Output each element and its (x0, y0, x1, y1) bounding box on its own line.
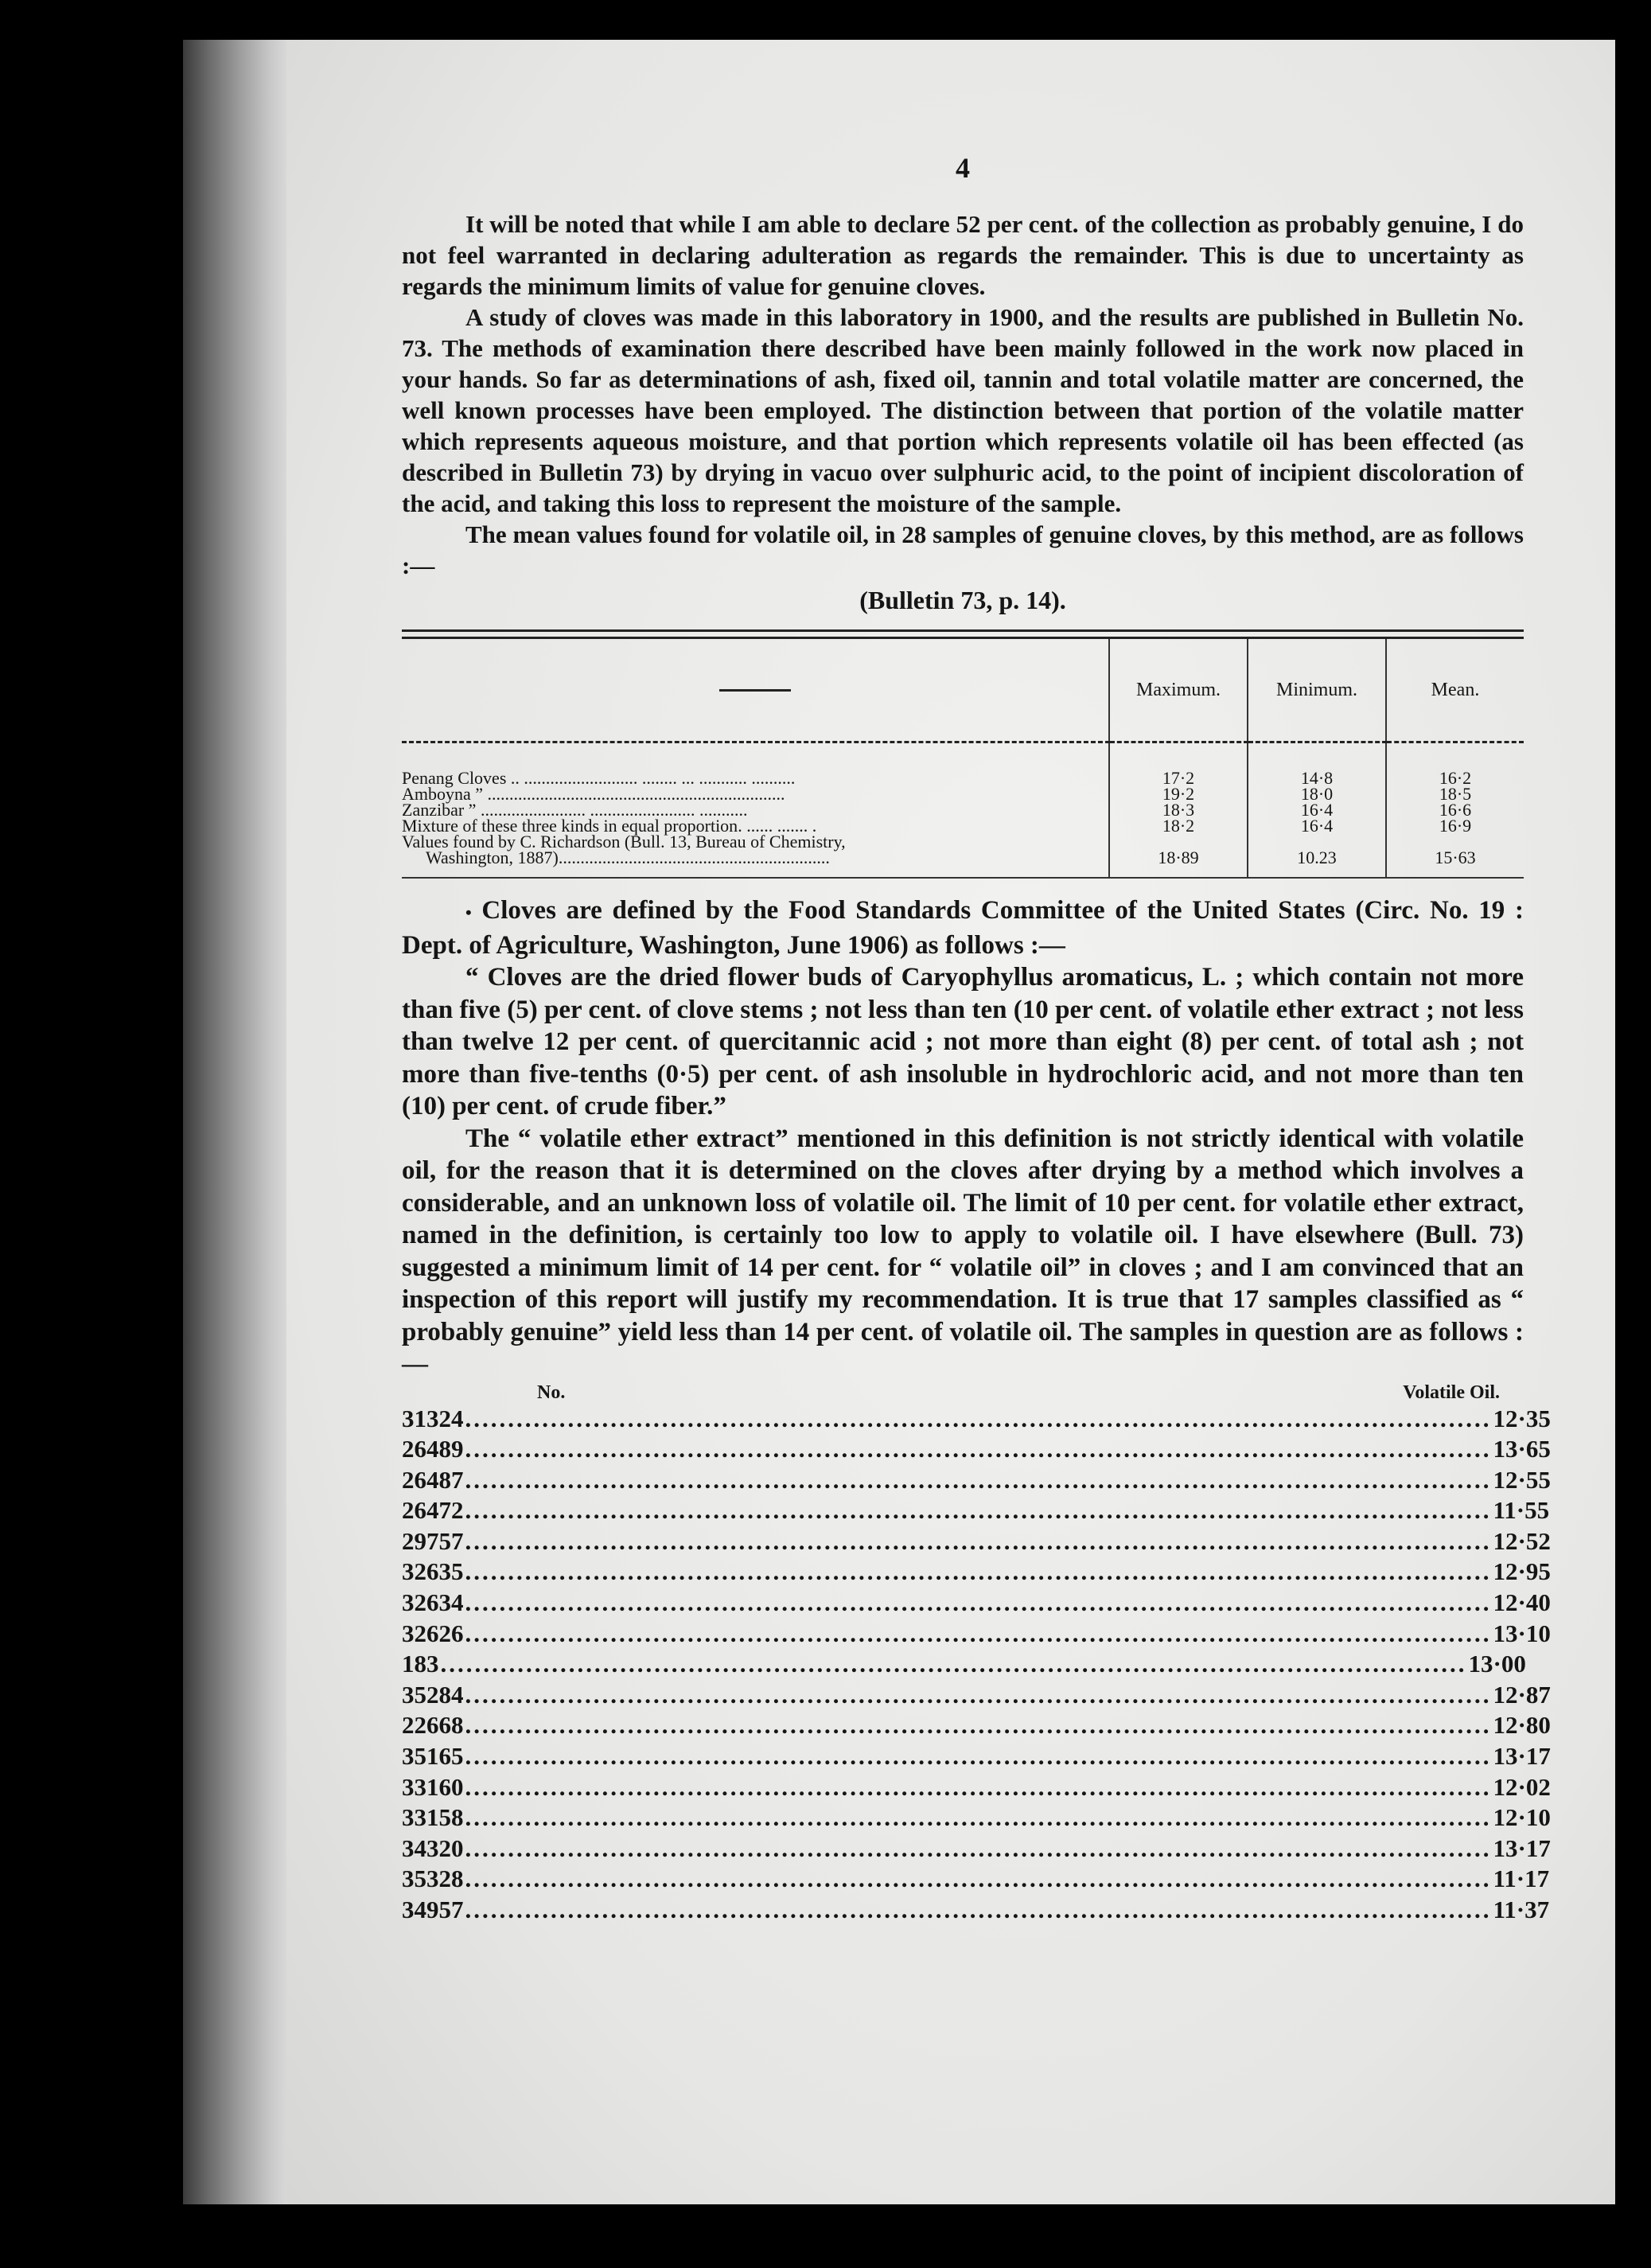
row-max: 17·2 (1109, 770, 1248, 786)
sample-number: 32634 (402, 1588, 464, 1617)
sample-number: 33158 (402, 1803, 464, 1832)
sample-row (402, 1619, 1551, 1650)
row-max: 18·3 (1109, 802, 1248, 818)
dot-leader: ........................................................................................................................ (440, 1650, 1467, 1678)
sample-row (402, 1741, 1551, 1772)
sample-list-header-value: Volatile Oil. (1403, 1381, 1500, 1403)
sample-number: 34957 (402, 1896, 464, 1923)
sample-list-header-no: No. (537, 1381, 566, 1403)
volatile-oil-value: 13·10 (1493, 1619, 1551, 1647)
dot-leader: ........................................................................................................................ (465, 1496, 1492, 1525)
row-mean: 16·2 (1386, 770, 1524, 786)
sample-number: 29757 (402, 1526, 464, 1555)
row-mean: 15·63 (1386, 834, 1524, 878)
table-header-minimum: Minimum. (1248, 639, 1386, 742)
sample-number: 26489 (402, 1435, 464, 1463)
volatile-oil-value: 11·37 (1493, 1896, 1550, 1923)
sample-number: 31324 (402, 1404, 464, 1432)
dot-leader: ........................................................................................................................ (465, 1557, 1492, 1586)
volatile-oil-value: 13·17 (1493, 1833, 1551, 1862)
sample-row (402, 1557, 1551, 1588)
sample-number: 183 (402, 1650, 439, 1678)
dot-leader: ........................................................................................................................ (465, 1833, 1492, 1862)
body-paragraph: The “ volatile ether extract” mentioned in this definition is not strictly identical with volatile oil, for the reason that it is determined on the cloves after drying by a method which involves a considerable, and an unknown loss of volatile oil. The limit of 10 per cent. for volatile ether extract, named in the definition, is certainly too low to apply to volatile oil. I have elsewhere (Bull. 73) suggested a minimum limit of 14 per cent. for “ volatile oil” in cloves ; and I am convinced that an inspection of this report will justify my recommendation. It is true that 17 samples classified as “ probably genuine” yield less than 14 per cent. of volatile oil. The samples in question are as follows :— (402, 1124, 1524, 1378)
row-min: 10.23 (1248, 834, 1386, 878)
sample-number: 26487 (402, 1465, 464, 1494)
volatile-oil-value: 12·02 (1493, 1772, 1551, 1801)
sample-number: 34320 (402, 1833, 464, 1862)
body-paragraph: • Cloves are defined by the Food Standards Committee of the United States (Circ. No. 19 : Dept. of Agriculture, Washington, June 1906) as follows :— (402, 896, 1524, 960)
sample-row (402, 1710, 1551, 1741)
volatile-oil-table (402, 639, 1524, 879)
table-caption: (Bulletin 73, p. 14). (859, 586, 1066, 614)
sample-row (402, 1680, 1551, 1711)
scanned-page (286, 40, 1615, 2204)
dot-leader: ........................................................................................................................ (465, 1896, 1492, 1923)
dot-leader: ........................................................................................................................ (465, 1803, 1492, 1832)
table-top-rule (402, 629, 1524, 639)
table-row (402, 834, 1524, 878)
sample-row (402, 1772, 1551, 1803)
dot-leader: ........................................................................................................................ (465, 1742, 1492, 1771)
intro-paragraph: It will be noted that while I am able to declare 52 per cent. of the collection as probably genuine, I do not feel warranted in declaring adulteration as regards the remainder. This is due to uncertainty as regards the minimum limits of value for genuine cloves. (402, 210, 1524, 300)
row-label: Amboyna ” .................................................................... (402, 784, 785, 804)
sample-row (402, 1802, 1551, 1833)
table-header-mean: Mean. (1386, 639, 1524, 742)
volatile-oil-value: 11·55 (1493, 1496, 1550, 1525)
row-label: Mixture of these three kinds in equal proportion. ...... ....... . (402, 816, 817, 836)
volatile-oil-value: 12·95 (1493, 1557, 1551, 1586)
volatile-oil-value: 12·80 (1493, 1711, 1551, 1740)
sample-number: 26472 (402, 1496, 464, 1525)
row-mean: 18·5 (1386, 786, 1524, 802)
sample-row (402, 1588, 1551, 1619)
dot-leader: ........................................................................................................................ (465, 1711, 1492, 1740)
sample-row (402, 1465, 1551, 1496)
dot-leader: ........................................................................................................................ (465, 1619, 1492, 1647)
sample-row (402, 1526, 1551, 1557)
sample-row (402, 1833, 1551, 1865)
definition-section (402, 894, 1524, 1381)
dot-leader: ........................................................................................................................ (465, 1772, 1492, 1801)
dot-leader: ........................................................................................................................ (465, 1588, 1492, 1617)
dot-leader: ........................................................................................................................ (465, 1435, 1492, 1463)
table-header-row (402, 639, 1524, 742)
row-label: Penang Cloves .. .......................... ........ ... ........... .......... (402, 768, 796, 788)
sample-number: 33160 (402, 1772, 464, 1801)
sample-row (402, 1895, 1550, 1926)
table-dashed-rule (402, 742, 1524, 771)
book-binding-shadow (183, 40, 286, 2204)
volatile-oil-value: 12·87 (1493, 1680, 1551, 1709)
row-min: 16·4 (1248, 818, 1386, 834)
dot-leader: ........................................................................................................................ (465, 1865, 1492, 1893)
row-mean: 16·9 (1386, 818, 1524, 834)
body-paragraph: “ Cloves are the dried flower buds of Caryophyllus aromaticus, L. ; which contain not more than five (5) per cent. of clove stems ; not less than ten (10 per cent. of volatile ether extract ; not less than twelve 12 per cent. of quercitannic acid ; not more than eight (8) per cent. of total ash ; not more than five-tenths (0·5) per cent. of ash insoluble in hydrochloric acid, and not more than ten (10) per cent. of crude fiber.” (402, 963, 1524, 1120)
volatile-oil-value: 12·10 (1493, 1803, 1551, 1832)
row-max: 18·89 (1109, 834, 1248, 878)
header-dash (719, 689, 791, 692)
dot-leader: ........................................................................................................................ (465, 1404, 1492, 1432)
volatile-oil-value: 12·55 (1493, 1465, 1551, 1494)
sample-row (402, 1495, 1550, 1526)
sample-number: 32626 (402, 1619, 464, 1647)
sample-list-header (402, 1382, 1524, 1404)
sample-number: 32635 (402, 1557, 464, 1586)
row-max: 18·2 (1109, 818, 1248, 834)
page-number: 4 (956, 152, 970, 184)
intro-section (402, 208, 1524, 581)
sample-row (402, 1404, 1551, 1435)
sample-number: 35328 (402, 1865, 464, 1893)
sample-row (402, 1434, 1551, 1465)
row-mean: 16·6 (1386, 802, 1524, 818)
dot-leader: ........................................................................................................................ (465, 1680, 1492, 1709)
table-header-blank (402, 639, 1109, 742)
row-min: 14·8 (1248, 770, 1386, 786)
dot-leader: ........................................................................................................................ (465, 1465, 1492, 1494)
volatile-oil-value: 11·17 (1493, 1865, 1550, 1893)
sample-row (402, 1864, 1550, 1895)
volatile-oil-value: 13·17 (1493, 1742, 1551, 1771)
volatile-oil-value: 13·00 (1468, 1650, 1526, 1678)
dot-leader: ........................................................................................................................ (465, 1526, 1492, 1555)
row-label: Values found by C. Richardson (Bull. 13, Bureau of Chemistry, Washington, 1887).............................................................. (402, 832, 846, 867)
sample-number: 22668 (402, 1711, 464, 1740)
sample-number: 35165 (402, 1742, 464, 1771)
sample-row (402, 1649, 1524, 1680)
row-label: Zanzibar ” ........................ ........................ ........... (402, 800, 748, 820)
volatile-oil-value: 12·40 (1493, 1588, 1551, 1617)
page-content (402, 151, 1551, 1926)
volatile-oil-value: 13·65 (1493, 1435, 1551, 1463)
row-max: 19·2 (1109, 786, 1248, 802)
sample-list (402, 1404, 1551, 1926)
row-min: 16·4 (1248, 802, 1386, 818)
sample-number: 35284 (402, 1680, 464, 1709)
volatile-oil-value: 12·35 (1493, 1404, 1551, 1432)
row-min: 18·0 (1248, 786, 1386, 802)
volatile-oil-value: 12·52 (1493, 1526, 1551, 1555)
intro-paragraph: A study of cloves was made in this laboratory in 1900, and the results are published in Bulletin No. 73. The methods of examination there described have been mainly followed in the work now placed in your hands. So far as determinations of ash, fixed oil, tannin and total volatile matter are concerned, the well known processes have been employed. The distinction between that portion of the volatile matter which represents aqueous moisture, and that portion which represents volatile oil has been effected (as described in Bulletin 73) by drying in vacuo over sulphuric acid, to the point of incipient discoloration of the acid, and taking this loss to represent the moisture of the sample. (402, 303, 1524, 517)
table-header-maximum: Maximum. (1109, 639, 1248, 742)
bullet-mark: • (465, 902, 472, 922)
intro-paragraph: The mean values found for volatile oil, in 28 samples of genuine cloves, by this method, are as follows :— (402, 520, 1524, 579)
